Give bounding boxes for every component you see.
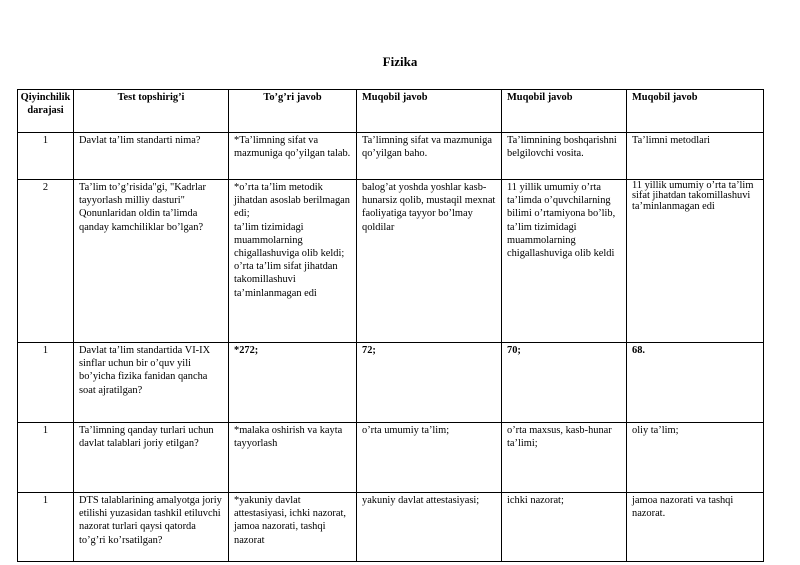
alternative-3-cell: Ta’limni metodlari	[627, 133, 764, 180]
alternative-2-cell: o’rta maxsus, kasb-hunar ta’limi;	[502, 423, 627, 493]
task-cell: Ta’lim to’g’risida"gi, "Kadrlar tayyorlash milliy dasturi" Qonunlaridan oldin ta’limda qanday kamchiliklar bo’lgan?	[74, 180, 229, 343]
table-row	[18, 343, 764, 423]
alternative-1-cell: Ta’limning sifat va mazmuniga qo’yilgan baho.	[357, 133, 502, 180]
task-cell: Ta’limning qanday turlari uchun davlat talablari joriy etilgan?	[74, 423, 229, 493]
correct-answer-cell: *Ta’limning sifat va mazmuniga qo’yilgan talab.	[229, 133, 357, 180]
alternative-2-cell: ichki nazorat;	[502, 493, 627, 562]
difficulty-cell: 1	[18, 493, 74, 562]
alternative-1-cell: yakuniy davlat attestasiyasi;	[357, 493, 502, 562]
correct-answer-cell: *o’rta ta’lim metodik jihatdan asoslab berilmagan edi; ta’lim tizimidagi muammolarning chigallashuviga olib keldi; o’rta ta’lim sifat jihatdan takomillashuvi ta’minlanmagan edi	[229, 180, 357, 343]
alternative-3-cell: oliy ta’lim;	[627, 423, 764, 493]
header-task: Test topshirig’i	[74, 90, 229, 133]
header-difficulty: Qiyinchilik darajasi	[18, 90, 74, 133]
task-cell: DTS talablarining amalyotga joriy etilishi yuzasidan tashkil etiluvchi nazorat turlari qaysi qatorda to’g’ri ko’rsatilgan?	[74, 493, 229, 562]
correct-answer-cell: *malaka oshirish va kayta tayyorlash	[229, 423, 357, 493]
header-alternative-1: Muqobil javob	[357, 90, 502, 133]
alternative-2-cell: 70;	[502, 343, 627, 423]
test-table	[17, 89, 764, 562]
correct-answer-cell: *272;	[229, 343, 357, 423]
alternative-2-cell: 11 yillik umumiy o’rta ta’limda o’quvchilarning bilimi o’rtamiyona bo’lib, ta’lim tizimidagi muammolarning chigallashuviga olib keldi	[502, 180, 627, 343]
alternative-1-cell: o’rta umumiy ta’lim;	[357, 423, 502, 493]
difficulty-cell: 1	[18, 133, 74, 180]
header-row	[18, 90, 764, 133]
alternative-3-cell: 11 yillik umumiy o’rta ta’lim sifat jihatdan takomillashuvi ta’minlanmagan edi	[627, 180, 764, 343]
difficulty-cell: 1	[18, 423, 74, 493]
header-alternative-2: Muqobil javob	[502, 90, 627, 133]
alternative-2-cell: Ta’limnining boshqarishni belgilovchi vosita.	[502, 133, 627, 180]
alternative-1-cell: 72;	[357, 343, 502, 423]
correct-answer-cell: *yakuniy davlat attestasiyasi, ichki nazorat, jamoa nazorati, tashqi nazorat	[229, 493, 357, 562]
table-row	[18, 423, 764, 493]
alternative-3-cell: 68.	[627, 343, 764, 423]
task-cell: Davlat ta’lim standartida VI-IX sinflar uchun bir o’quv yili bo’yicha fizika fanidan qancha soat ajratilgan?	[74, 343, 229, 423]
difficulty-cell: 1	[18, 343, 74, 423]
alternative-3-cell: jamoa nazorati va tashqi nazorat.	[627, 493, 764, 562]
page-title: Fizika	[382, 54, 418, 69]
alternative-1-cell: balog’at yoshda yoshlar kasb-hunarsiz qolib, mustaqil mexnat faoliyatiga tayyor bo’lmay qoldilar	[357, 180, 502, 343]
task-cell: Davlat ta’lim standarti nima?	[74, 133, 229, 180]
header-correct-answer: To’g’ri javob	[229, 90, 357, 133]
table-row	[18, 133, 764, 180]
table-row	[18, 493, 764, 562]
difficulty-cell: 2	[18, 180, 74, 343]
header-alternative-3: Muqobil javob	[627, 90, 764, 133]
table-row	[18, 180, 764, 343]
